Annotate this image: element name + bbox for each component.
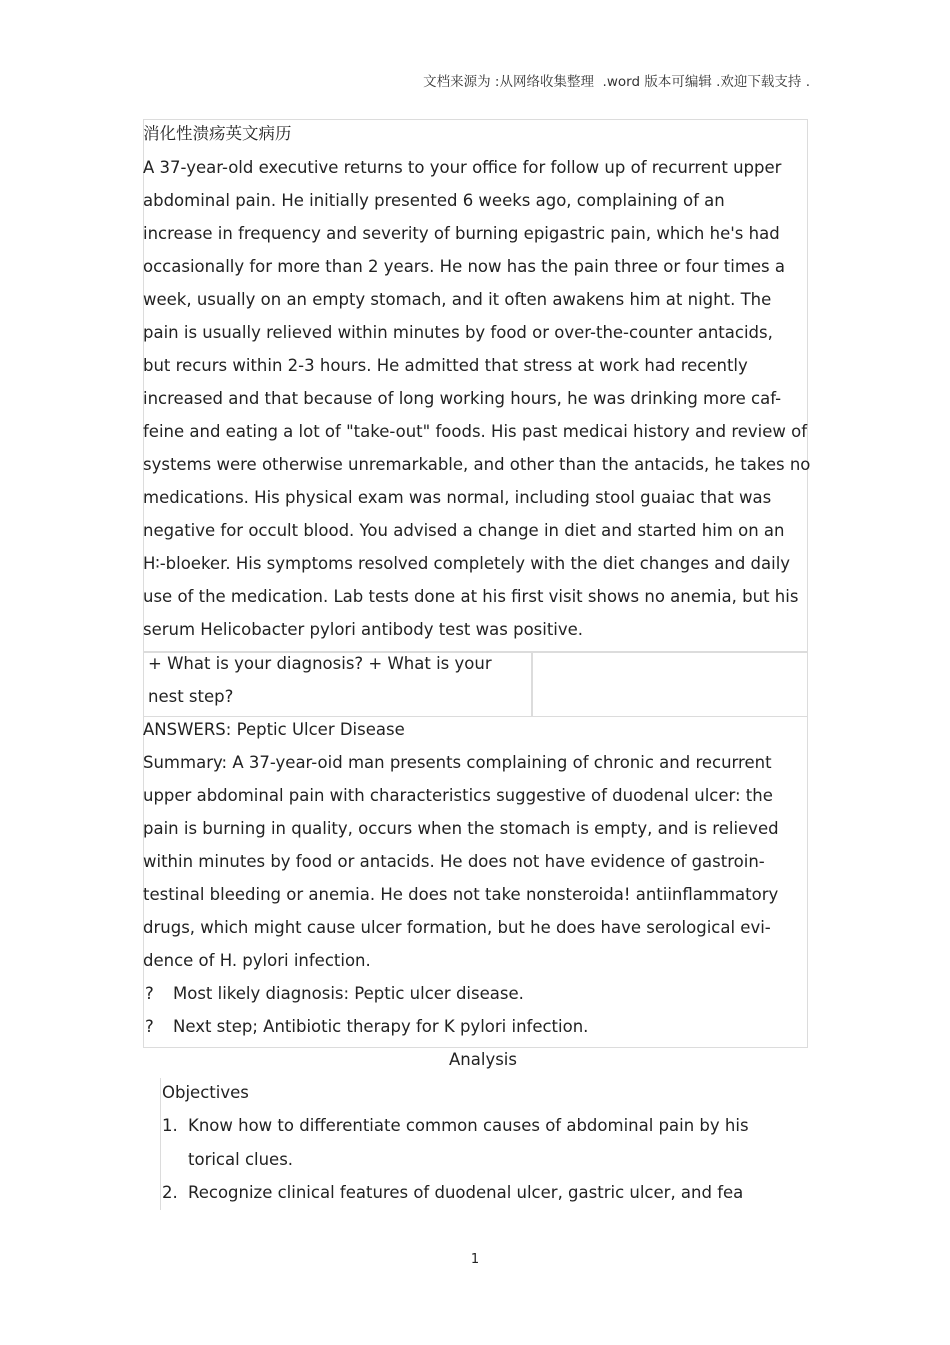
analysis-heading: Analysis [449,1050,517,1069]
objective-text: Know how to differentiate common causes of abdominal pain by his [188,1116,749,1135]
case-line: use of the medication. Lab tests done at his first visit shows no anemia, but his [143,587,799,606]
case-line: increase in frequency and severity of burning epigastric pain, which he's had [143,224,780,243]
summary-line: within minutes by food or antacids. He does not have evidence of gastroin- [143,852,765,871]
objective-number: 2. [162,1183,178,1202]
case-line: but recurs within 2-3 hours. He admitted that stress at work had recently [143,356,748,375]
case-line: increased and that because of long working hours, he was drinking more caf- [143,389,782,408]
summary-line: upper abdominal pain with characteristics suggestive of duodenal ulcer: the [143,786,773,805]
case-line: medications. His physical exam was normal, including stool guaiac that was [143,488,772,507]
objective-text: Recognize clinical features of duodenal ulcer, gastric ulcer, and fea [188,1183,744,1202]
bullet-text: Most likely diagnosis: Peptic ulcer disease. [173,984,524,1003]
objectives-heading: Objectives [162,1083,249,1102]
case-line: abdominal pain. He initially presented 6 weeks ago, complaining of an [143,191,725,210]
page-number: 1 [470,1252,480,1267]
summary-line: pain is burning in quality, occurs when the stomach is empty, and is relieved [143,819,779,838]
page-header: 文档来源为 :从网络收集整理 .word 版本可编辑 .欢迎下载支持 . [423,74,810,90]
summary-line: dence of H. pylori infection. [143,951,371,970]
document-title: 消化性溃疡英文病历 [143,124,292,143]
objective-text-cont: torical clues. [188,1150,294,1169]
question-line: + What is your diagnosis? + What is your [148,654,492,673]
summary-line: testinal bleeding or anemia. He does not take nonsteroida! antiinflammatory [143,885,779,904]
question-line: nest step? [148,687,234,706]
summary-line: Summary: A 37-year-oid man presents complaining of chronic and recurrent [143,753,772,772]
case-line: systems were otherwise unremarkable, and other than the antacids, he takes no [143,455,811,474]
case-line: H∶-bloeker. His symptoms resolved completely with the diet changes and daily [143,554,791,573]
case-line: A 37-year-old executive returns to your office for follow up of recurrent upper [143,158,782,177]
case-line: feine and eating a lot of "take-out" foods. His past medicai history and review of [143,422,808,441]
bullet-mark: ? [145,984,154,1003]
summary-line: drugs, which might cause ulcer formation, but he does have serological evi- [143,918,771,937]
case-line: serum Helicobacter pylori antibody test was positive. [143,620,584,639]
objective-number: 1. [162,1116,178,1135]
question-box-right [531,651,808,717]
case-line: occasionally for more than 2 years. He now has the pain three or four times a [143,257,786,276]
case-line: pain is usually relieved within minutes by food or over-the-counter antacids, [143,323,773,342]
bullet-text: Next step; Antibiotic therapy for K pylori infection. [173,1017,589,1036]
case-line: negative for occult blood. You advised a change in diet and started him on an [143,521,785,540]
answers-heading: ANSWERS: Peptic Ulcer Disease [143,720,405,739]
case-line: week, usually on an empty stomach, and it often awakens him at night. The [143,290,772,309]
bullet-mark: ? [145,1017,154,1036]
